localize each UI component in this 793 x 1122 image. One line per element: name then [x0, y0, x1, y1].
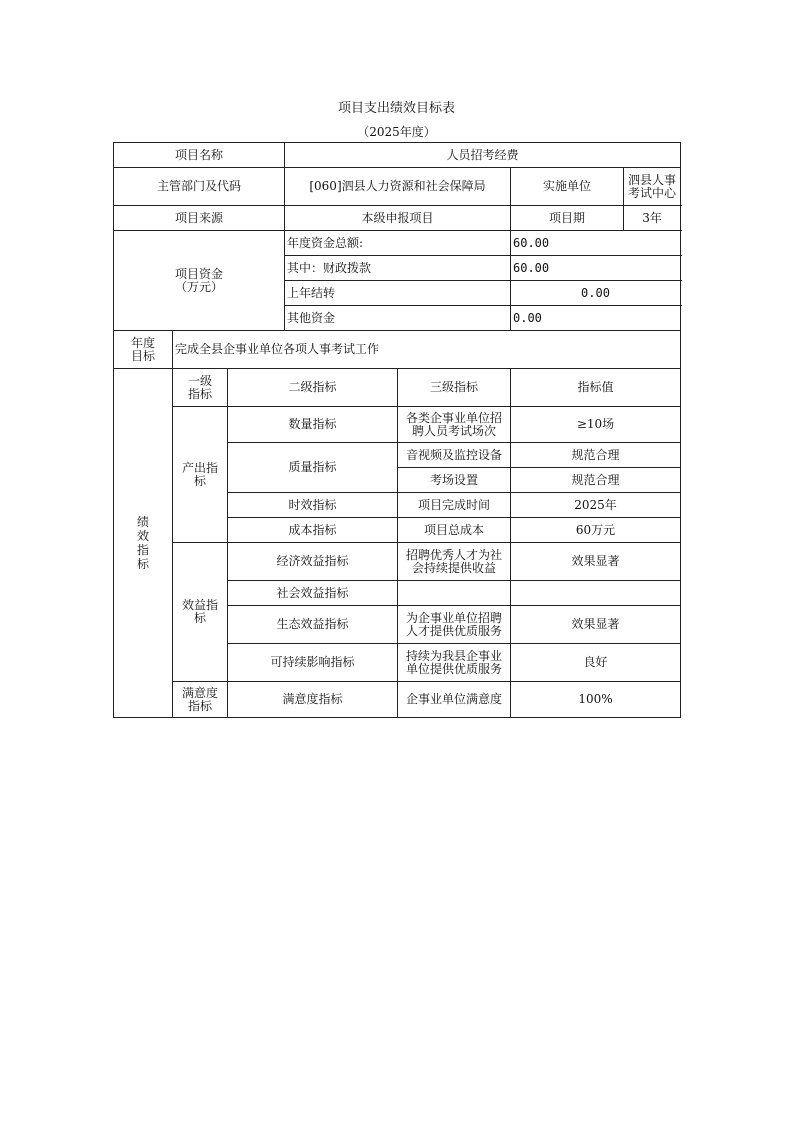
- unit-satisfaction-value: 100%: [511, 682, 681, 718]
- exam-room-value: 规范合理: [511, 468, 681, 493]
- project-name-label: 项目名称: [114, 143, 285, 168]
- output-indicator-label: 产出指 标: [173, 407, 228, 543]
- header-level3: 三级指标: [398, 369, 511, 407]
- funds-fiscal-label: 其中：财政拨款: [285, 256, 511, 281]
- timeliness-indicator: 时效指标: [228, 493, 398, 518]
- talent-revenue-value: 效果显著: [511, 543, 681, 581]
- dept-value: [060]泗县人力资源和社会保障局: [285, 168, 511, 206]
- period-value: 3年: [624, 206, 681, 231]
- impl-unit-label: 实施单位: [511, 168, 624, 206]
- funds-total-value: 60.00: [511, 231, 681, 256]
- completion-time-value: 2025年: [511, 493, 681, 518]
- total-cost-value: 60万元: [511, 518, 681, 543]
- av-monitoring-indicator: 音视频及监控设备: [398, 443, 511, 468]
- exam-sessions-indicator: 各类企事业单位招 聘人员考试场次: [398, 407, 511, 443]
- page-subtitle: （2025年度）: [357, 125, 436, 139]
- dept-label: 主管部门及代码: [114, 168, 285, 206]
- quality-service-indicator: 为企事业单位招聘 人才提供优质服务: [398, 606, 511, 644]
- perf-indicator-label: 绩效指标: [137, 515, 150, 571]
- ecological-benefit-indicator: 生态效益指标: [228, 606, 398, 644]
- quantity-indicator: 数量指标: [228, 407, 398, 443]
- period-label: 项目期: [511, 206, 624, 231]
- completion-time-indicator: 项目完成时间: [398, 493, 511, 518]
- sustainable-impact-indicator: 可持续影响指标: [228, 644, 398, 682]
- funds-total-label: 年度资金总额:: [285, 231, 511, 256]
- satisfaction-indicator: 满意度指标: [228, 682, 398, 718]
- social-benefit-l3: [398, 581, 511, 606]
- source-label: 项目来源: [114, 206, 285, 231]
- sustained-service-value: 良好: [511, 644, 681, 682]
- header-level1: 一级 指标: [173, 369, 228, 407]
- performance-target-table: [113, 142, 681, 718]
- header-level2: 二级指标: [228, 369, 398, 407]
- impl-unit-value: 泗县人事考试中心: [624, 168, 681, 206]
- economic-benefit-indicator: 经济效益指标: [228, 543, 398, 581]
- source-value: 本级申报项目: [285, 206, 511, 231]
- sustained-service-indicator: 持续为我县企事业 单位提供优质服务: [398, 644, 511, 682]
- perf-indicator-label-cell: [114, 369, 173, 718]
- funds-carryover-value: 0.00: [511, 281, 681, 306]
- funds-other-value: 0.00: [511, 306, 681, 331]
- page-title: 项目支出绩效目标表: [337, 101, 455, 116]
- social-benefit-indicator: 社会效益指标: [228, 581, 398, 606]
- total-cost-indicator: 项目总成本: [398, 518, 511, 543]
- exam-sessions-value: ≥10场: [511, 407, 681, 443]
- av-monitoring-value: 规范合理: [511, 443, 681, 468]
- quality-service-value: 效果显著: [511, 606, 681, 644]
- funds-other-label: 其他资金: [285, 306, 511, 331]
- funds-fiscal-value: 60.00: [511, 256, 681, 281]
- talent-revenue-indicator: 招聘优秀人才为社 会持续提供收益: [398, 543, 511, 581]
- funds-carryover-label: 上年结转: [285, 281, 511, 306]
- annual-goal-label: 年度 目标: [114, 331, 173, 369]
- satisfaction-label: 满意度 指标: [173, 682, 228, 718]
- project-name-value: 人员招考经费: [285, 143, 681, 168]
- benefit-indicator-label: 效益指 标: [173, 543, 228, 682]
- unit-satisfaction-indicator: 企事业单位满意度: [398, 682, 511, 718]
- quality-indicator: 质量指标: [228, 443, 398, 493]
- header-value: 指标值: [511, 369, 681, 407]
- funds-label: 项目资金 （万元）: [114, 231, 285, 331]
- social-benefit-value: [511, 581, 681, 606]
- annual-goal-value: 完成全县企事业单位各项人事考试工作: [173, 331, 681, 369]
- cost-indicator: 成本指标: [228, 518, 398, 543]
- exam-room-indicator: 考场设置: [398, 468, 511, 493]
